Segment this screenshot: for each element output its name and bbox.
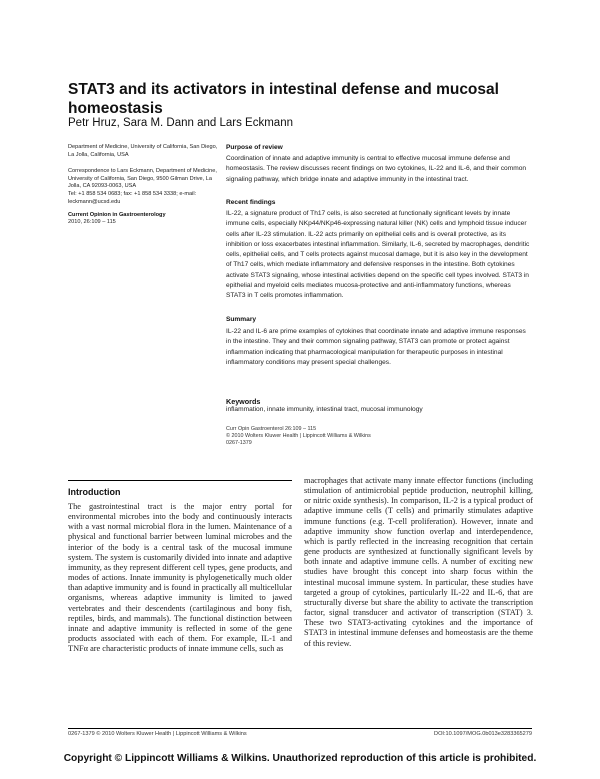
journal-reference: 2010, 26:109 – 115 — [68, 219, 116, 225]
issn-line: 0267-1379 — [226, 440, 252, 446]
journal-name: Current Opinion in Gastroenterology — [68, 212, 166, 218]
keywords-heading: Keywords — [226, 397, 261, 406]
footer-doi: DOI:10.1097/MOG.0b013e3283365279 — [434, 731, 532, 737]
citation-line: Curr Opin Gastroenterol 26:109 – 115 — [226, 426, 317, 432]
correspondence: Correspondence to Lars Eckmann, Department of Medicine, University of California, San Diego, 9500 Gilman Drive, La Jolla, CA 92093-0063, USA — [68, 168, 217, 190]
column-rule-left — [68, 480, 292, 481]
contact-info: Tel: +1 858 534 0683; fax: +1 858 534 3338; e-mail: leckmann@ucsd.edu — [68, 191, 197, 205]
article-title: STAT3 and its activators in intestinal defense and mucosal homeostasis — [68, 81, 499, 117]
affiliation: Department of Medicine, University of California, San Diego, La Jolla, California, USA — [68, 144, 218, 158]
summary-heading: Summary — [226, 316, 257, 323]
copyright-notice: Copyright © Lippincott Williams & Wilkins. Unauthorized reproduction of this article is prohibited. — [63, 753, 537, 764]
body-column-right: macrophages that activate many innate effector functions (including stimulation of antimicrobial peptide production, neutrophil killing, or nitric oxide synthesis). In comparison, IL-2 is a typical product of adaptive immune cells (T cells) and primarily stimulates adaptive immune functions (e.g. T-cell proliferation). However, innate and adaptive immunity show function overlap and interdependence, which is partly reflected in the increasing recognition that certain gene products are synthesized at functionally significant levels by both innate and adaptive immune cells. A number of exciting new studies have brought this concept into sharp focus within the intestinal mucosal immune system. In particular, these studies have targeted a group of cytokines, particularly IL-22 and IL-6, that are structurally diverse but share the ability to activate the transcription factor, signal transducer and activator of transcription (STAT) 3. These two STAT3-activating cytokines and the importance of STAT3 in intestinal immune defenses and homeostasis are the theme of this review. — [304, 476, 533, 648]
findings-text: IL-22, a signature product of Th17 cells, is also secreted at functionally significant levels by innate immune cells, especially NKp44/NKp46-expressing natural killer (NK) cells and lymphoid tissue inducer cells after IL-23 stimulation. IL-22 acts primarily on epithelial cells and is overall protective, as its inhibition or loss exacerbates intestinal inflammation. Similarly, IL-6, secreted by macrophages, dendritic cells, epithelial cells, and T cells protects against mucosal damage, but it is also key in the development of Th17 cells, which mediate inflammatory and defensive responses in the intestine. Both cytokines activate STAT3 signaling, whose intestinal activities depend on the specific cell types involved. STAT3 in epithelial and myeloid cells mediates mucosa-protective and anti-inflammatory functions, whereas STAT3 in T cells promotes inflammation. — [226, 210, 530, 300]
purpose-heading: Purpose of review — [226, 144, 283, 151]
findings-heading: Recent findings — [226, 199, 276, 206]
copyright-line: © 2010 Wolters Kluwer Health | Lippincott Williams & Wilkins — [226, 433, 371, 439]
footer-rule — [68, 728, 532, 729]
purpose-text: Coordination of innate and adaptive immunity is central to effective mucosal immune defense and homeostasis. The review discusses recent findings on two cytokines, IL-22 and IL-6, and their common signaling pathway, which bridge innate and adaptive immunity in the intestinal tract. — [226, 155, 527, 183]
introduction-heading: Introduction — [68, 487, 121, 497]
summary-text: IL-22 and IL-6 are prime examples of cytokines that coordinate innate and adaptive immune responses in the intestine. They and their common signaling pathway, STAT3 can promote or protect against inflammation indicating that pharmacological manipulation for therapeutic purposes in intestinal inflammatory conditions may present special challenges. — [226, 328, 526, 366]
keywords-text: inflammation, innate immunity, intestinal tract, mucosal immunology — [226, 406, 423, 413]
article-authors: Petr Hruz, Sara M. Dann and Lars Eckmann — [68, 117, 293, 129]
footer-left: 0267-1379 © 2010 Wolters Kluwer Health | Lippincott Williams & Wilkins — [68, 731, 247, 737]
body-column-left: The gastrointestinal tract is the major entry portal for environmental microbes into the body and continuously interacts with a vast normal microbial flora in the lumen. Maintenance of a physical and functional barrier between luminal microbes and the interior of the body is a central task of the mucosal immune system. The system is customarily divided into innate and adaptive immunity, as they represent different cell types, gene products, and modes of actions. Innate immunity is phylogenetically much older than adaptive immunity and is found in practically all multicellular organisms, whereas adaptive immunity is limited to jawed vertebrates and their descendents (cartilaginous and bony fish, reptiles, birds, and mammals). The functional distinction between innate and adaptive immunity is reflected in some of the gene products associated with each of them. For example, IL-1 and TNFα are characteristic products of innate immune cells, such as — [68, 502, 292, 654]
